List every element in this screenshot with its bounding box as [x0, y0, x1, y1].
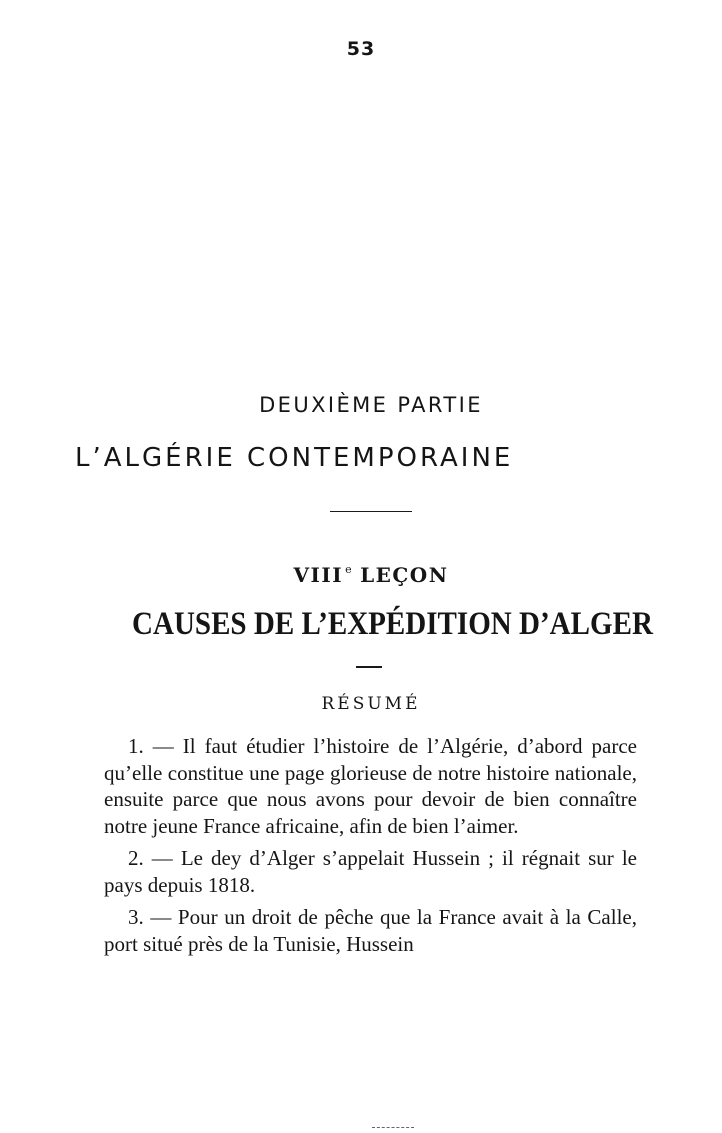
summary-paragraph-3: 3. — Pour un droit de pêche que la France avait à la Calle, port situé près de la Tunisie, Hussein [104, 905, 637, 956]
lesson-number-suffix: e [345, 563, 354, 576]
lesson-word: LEÇON [360, 563, 449, 587]
page-number: 53 [346, 38, 376, 60]
summary-paragraph-1: 1. — Il faut étudier l’histoire de l’Algérie, d’abord parce qu’elle constitue une page glorieuse de notre histoire nationale, ensuite parce que nous avons pour devoir de bien connaître notre jeune France africaine, afin de bien l’aimer. [104, 734, 637, 838]
part-label: DEUXIÈME PARTIE [259, 393, 483, 417]
footer-mark [372, 1127, 414, 1128]
lesson-heading [0, 563, 722, 587]
lesson-title: CAUSES DE L’EXPÉDITION D’ALGER [132, 606, 653, 642]
summary-heading: RÉSUMÉ [321, 694, 421, 714]
summary-body [104, 733, 637, 963]
section-divider-short [356, 666, 382, 668]
section-divider-long [330, 511, 412, 512]
summary-paragraph-2: 2. — Le dey d’Alger s’appelait Hussein ; il régnait sur le pays depuis 1818. [104, 846, 637, 897]
part-title: L’ALGÉRIE CONTEMPORAINE [75, 443, 514, 473]
lesson-number: VIII [293, 563, 344, 587]
